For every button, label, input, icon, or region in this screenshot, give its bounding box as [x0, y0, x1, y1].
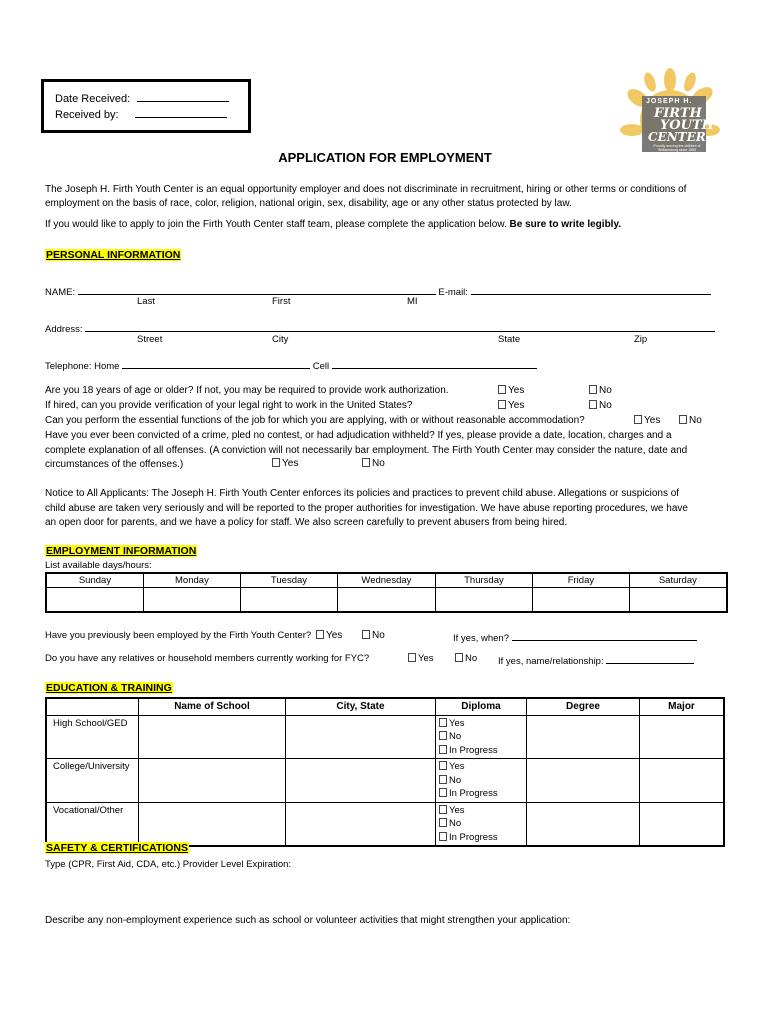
email-label: E-mail: — [438, 287, 468, 298]
checkbox-icon[interactable] — [439, 788, 447, 797]
school-name-cell[interactable] — [139, 759, 286, 803]
date-received-row — [55, 91, 229, 105]
checkbox-icon[interactable] — [439, 761, 447, 770]
city-state-cell[interactable] — [286, 759, 436, 803]
school-name-cell[interactable] — [139, 802, 286, 846]
row-label: High School/GED — [46, 715, 139, 759]
intro-line-3: If you would like to apply to join the Firth Youth Center staff team, please complete the application below. — [45, 219, 507, 230]
relatives-yes-option[interactable]: Yes — [408, 653, 434, 664]
question-age: Are you 18 years of age or older? If not, you may be required to provide work authorization. — [45, 385, 449, 396]
day-header: Wednesday — [338, 573, 436, 588]
checkbox-icon[interactable] — [408, 653, 416, 662]
prev-yes-option[interactable]: Yes — [316, 630, 342, 641]
education-header-row — [46, 698, 724, 715]
column-header: Major — [640, 698, 725, 715]
major-cell[interactable] — [640, 759, 725, 803]
availability-cell[interactable] — [46, 588, 143, 612]
checkbox-icon[interactable] — [589, 400, 597, 409]
checkbox-icon[interactable] — [439, 832, 447, 841]
question-previous-employment: Have you previously been employed by the Firth Youth Center? — [45, 630, 312, 641]
availability-cell[interactable] — [533, 588, 630, 612]
row-label: College/University — [46, 759, 139, 803]
checkbox-icon[interactable] — [316, 630, 324, 639]
age-yes-option[interactable]: Yes — [498, 385, 524, 396]
column-header: Name of School — [139, 698, 286, 715]
telephone-label: Telephone: Home — [45, 361, 120, 372]
checkbox-icon[interactable] — [455, 653, 463, 662]
name-label: NAME: — [45, 287, 76, 298]
section-heading-employment: EMPLOYMENT INFORMATION — [46, 545, 197, 557]
question-conviction: Have you ever been convicted of a crime, pled no contest, or had adjudication withheld? If yes, please provide a date, location, charges and a complete explanation of all offenses. (A conviction will not necessarily bar employment. The Firth Youth Center may consider the nature, date and circumstances of the offenses.) — [45, 430, 688, 470]
describe-experience-prompt: Describe any non-employment experience such as school or volunteer activities that might strengthen your application: — [45, 915, 571, 926]
logo-text-2: FIRTH — [654, 106, 702, 121]
intro-paragraph — [45, 183, 735, 211]
section-heading-safety: SAFETY & CERTIFICATIONS — [46, 842, 188, 854]
availability-cell[interactable] — [338, 588, 436, 612]
functions-yes-option[interactable]: Yes — [634, 415, 660, 426]
major-cell[interactable] — [640, 715, 725, 759]
address-field[interactable] — [85, 321, 715, 332]
intro-emphasis: Be sure to write legibly. — [509, 219, 622, 230]
degree-cell[interactable] — [527, 759, 640, 803]
received-by-field[interactable] — [135, 107, 227, 118]
certifications-label: Type (CPR, First Aid, CDA, etc.) Provider Level Expiration: — [45, 859, 292, 870]
days-hours-label: List available days/hours: — [45, 560, 152, 571]
checkbox-icon[interactable] — [589, 385, 597, 394]
cell-label: Cell — [312, 361, 330, 372]
day-header: Saturday — [629, 573, 727, 588]
address-row — [45, 321, 715, 335]
city-state-cell[interactable] — [286, 715, 436, 759]
prev-no-option[interactable]: No — [362, 630, 385, 641]
middle-initial-caption: MI — [407, 296, 418, 307]
notice-paragraph: Notice to All Applicants: The Joseph H. Firth Youth Center enforces its policies and practices to prevent child abuse. Allegations or suspicions of child abuse are taken very seriously and will be reported to the proper authorities for investigation. We have abuse reporting procedures, we have an open door for parents, and we have a policy for staff. We also screen carefully to prevent abusers from being hired. — [45, 488, 688, 528]
column-header: Degree — [527, 698, 640, 715]
checkbox-icon[interactable] — [634, 415, 642, 424]
date-received-label: Date Received: — [55, 93, 131, 105]
checkbox-icon[interactable] — [362, 630, 370, 639]
checkbox-icon[interactable] — [439, 718, 447, 727]
checkbox-icon[interactable] — [498, 400, 506, 409]
checkbox-icon[interactable] — [439, 805, 447, 814]
day-header: Sunday — [46, 573, 143, 588]
availability-input-row — [46, 588, 727, 612]
major-cell[interactable] — [640, 802, 725, 846]
availability-header-row — [46, 573, 727, 588]
street-caption: Street — [137, 334, 163, 345]
day-header: Monday — [143, 573, 240, 588]
education-row-vocational — [46, 802, 724, 846]
checkbox-icon[interactable] — [439, 775, 447, 784]
intro-instruction — [45, 219, 621, 230]
last-name-caption: Last — [137, 296, 155, 307]
logo-text-3: YOUTH — [660, 118, 714, 133]
column-header: Diploma — [436, 698, 527, 715]
availability-table — [45, 572, 728, 613]
availability-cell[interactable] — [143, 588, 240, 612]
cell-phone-field[interactable] — [332, 358, 537, 369]
checkbox-icon[interactable] — [439, 818, 447, 827]
date-received-field[interactable] — [137, 91, 229, 102]
intro-line-2: employment on the basis of race, color, religion, national origin, sex, disability, age or any other status protected by law. — [45, 198, 572, 209]
availability-cell[interactable] — [435, 588, 532, 612]
section-heading-personal: PERSONAL INFORMATION — [46, 249, 181, 261]
section-heading-education: EDUCATION & TRAINING — [46, 682, 172, 694]
received-by-row — [55, 107, 227, 121]
education-table — [45, 697, 725, 847]
column-header: City, State — [286, 698, 436, 715]
previous-when-row: If yes, when? — [453, 630, 697, 644]
zip-caption: Zip — [634, 334, 648, 345]
day-header: Tuesday — [240, 573, 337, 588]
degree-cell[interactable] — [527, 715, 640, 759]
functions-no-option[interactable]: No — [679, 415, 702, 426]
checkbox-icon[interactable] — [679, 415, 687, 424]
education-row-college — [46, 759, 724, 803]
checkbox-icon[interactable] — [272, 458, 280, 467]
verify-yes-option[interactable]: Yes — [498, 400, 524, 411]
relatives-no-option[interactable]: No — [455, 653, 477, 664]
checkbox-icon[interactable] — [362, 458, 370, 467]
page-title: APPLICATION FOR EMPLOYMENT — [278, 150, 492, 165]
conviction-yes-option[interactable]: Yes — [272, 458, 298, 469]
logo-text-1: JOSEPH H. — [646, 98, 693, 105]
relatives-name-row: If yes, name/relationship: — [498, 653, 694, 667]
education-row-high-school — [46, 715, 724, 759]
name-field[interactable] — [78, 284, 436, 295]
diploma-cell: Yes No In Progress — [436, 759, 527, 803]
age-no-option[interactable]: No — [589, 385, 612, 396]
intro-line-1: The Joseph H. Firth Youth Center is an equal opportunity employer and does not discriminate in recruitment, hiring or other terms or conditions of — [45, 184, 687, 195]
address-label: Address: — [45, 324, 83, 335]
logo-tagline: Proudly serving the children of Williamsburg since 1965 — [653, 144, 701, 152]
verify-no-option[interactable]: No — [589, 400, 612, 411]
diploma-cell: Yes No In Progress — [436, 715, 527, 759]
office-use-box — [41, 79, 251, 133]
availability-cell[interactable] — [629, 588, 727, 612]
state-caption: State — [498, 334, 521, 345]
diploma-cell: Yes No In Progress — [436, 802, 527, 846]
email-field[interactable] — [471, 284, 711, 295]
day-header: Friday — [533, 573, 630, 588]
question-essential-functions: Can you perform the essential functions of the job for which you are applying, with or without reasonable accommodation? — [45, 415, 585, 426]
question-work-verification: If hired, can you provide verification of your legal right to work in the United States? — [45, 400, 413, 411]
row-label: Vocational/Other — [46, 802, 139, 846]
conviction-no-option[interactable]: No — [362, 458, 385, 469]
checkbox-icon[interactable] — [498, 385, 506, 394]
previous-when-field[interactable] — [512, 630, 697, 641]
availability-cell[interactable] — [240, 588, 337, 612]
logo-text-4: CENTER — [648, 130, 706, 144]
degree-cell[interactable] — [527, 802, 640, 846]
day-header: Thursday — [435, 573, 532, 588]
question-relatives: Do you have any relatives or household members currently working for FYC? — [45, 653, 370, 664]
first-name-caption: First — [272, 296, 291, 307]
relatives-name-field[interactable] — [606, 653, 694, 664]
telephone-row — [45, 358, 537, 372]
city-state-cell[interactable] — [286, 802, 436, 846]
checkbox-icon[interactable] — [439, 731, 447, 740]
checkbox-icon[interactable] — [439, 745, 447, 754]
city-caption: City — [272, 334, 289, 345]
home-phone-field[interactable] — [122, 358, 310, 369]
school-name-cell[interactable] — [139, 715, 286, 759]
received-by-label: Received by: — [55, 109, 119, 121]
